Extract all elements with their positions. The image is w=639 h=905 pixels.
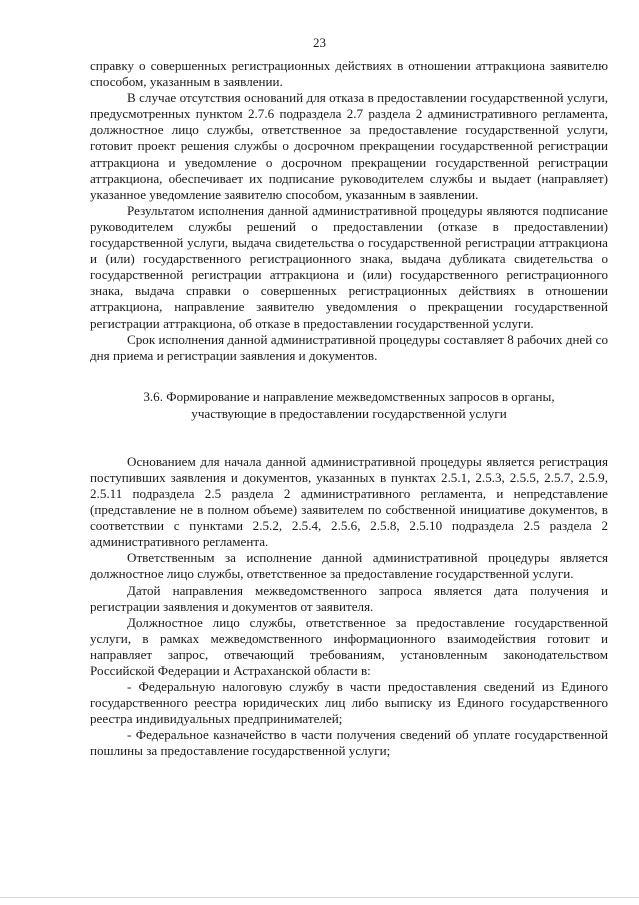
paragraph-procedure-basis: Основанием для начала данной административной процедуры является регистрация поступивших заявления и документов, указанных в пунктах 2.5.1, 2.5.3, 2.5.5, 2.5.7, 2.5.9, 2.5.11 подраздела 2.5 раздела 2 административного регламента, и непредставление (представление не в полном объеме) заявителем по собственной инициативе документов, в соответствии с пунктами 2.5.2, 2.5.4, 2.5.6, 2.5.8, 2.5.10 подраздела 2.5 раздела 2 административного регламента.	[90, 453, 608, 550]
paragraph-procedure-result: Результатом исполнения данной административной процедуры являются подписание руководителем службы решений о предоставлении (отказе в предоставлении) государственной услуги, выдача свидетельства о государственной регистрации аттракциона и (или) государственного регистрационного знака, выдача дубликата свидетельства о государственной регистрации аттракциона и (или) государственного регистрационного знака, выдача справки о совершенных регистрационных действиях в отношении аттракциона, направление заявителю уведомления о прекращении государственной регистрации аттракциона, об отказе в предоставлении государственной услуги.	[90, 202, 608, 331]
page-bottom-edge	[0, 897, 639, 898]
section-heading-line-2: участвующие в предоставлении государственной услуги	[191, 405, 507, 421]
paragraph-responsible-person: Ответственным за исполнение данной административной процедуры является должностное лицо службы, ответственное за предоставление государственной услуги.	[90, 550, 608, 582]
paragraph-continuation: справку о совершенных регистрационных действиях в отношении аттракциона заявителю способом, указанным в заявлении.	[90, 58, 608, 90]
paragraph-procedure-term: Срок исполнения данной административной процедуры составляет 8 рабочих дней со дня приема и регистрации заявления и документов.	[90, 331, 608, 363]
list-item-treasury: - Федеральное казначейство в части получения сведений об уплате государственной пошлины за предоставление государственной услуги;	[90, 727, 608, 759]
document-body	[90, 58, 608, 760]
paragraph-interagency-request: Должностное лицо службы, ответственное за предоставление государственной услуги, в рамках межведомственного информационного взаимодействия готовит и направляет запрос, отвечающий требованиям, установленным законодательством Российской Федерации и Астраханской области в:	[90, 614, 608, 678]
paragraph-no-refusal-grounds: В случае отсутствия оснований для отказа в предоставлении государственной услуги, предусмотренных пунктом 2.7.6 подраздела 2.7 раздела 2 административного регламента, должностное лицо службы, ответственное за предоставление государственной услуги, готовит проект решения службы о досрочном прекращении государственной регистрации аттракциона и уведомление о досрочном прекращении государственной регистрации аттракциона, обеспечивает их подписание руководителем службы и выдает (направляет) указанное уведомление заявителю способом, указанным в заявлении.	[90, 90, 608, 202]
page-number: 23	[313, 35, 326, 50]
section-heading-line-1: 3.6. Формирование и направление межведомственных запросов в органы,	[143, 388, 555, 404]
list-item-tax-service: - Федеральную налоговую службу в части предоставления сведений из Единого государственного реестра юридических лиц либо выписку из Единого государственного реестра индивидуальных предпринимателей;	[90, 679, 608, 727]
section-heading	[90, 388, 608, 422]
paragraph-request-date: Датой направления межведомственного запроса является дата получения и регистрации заявления и документов от заявителя.	[90, 582, 608, 614]
